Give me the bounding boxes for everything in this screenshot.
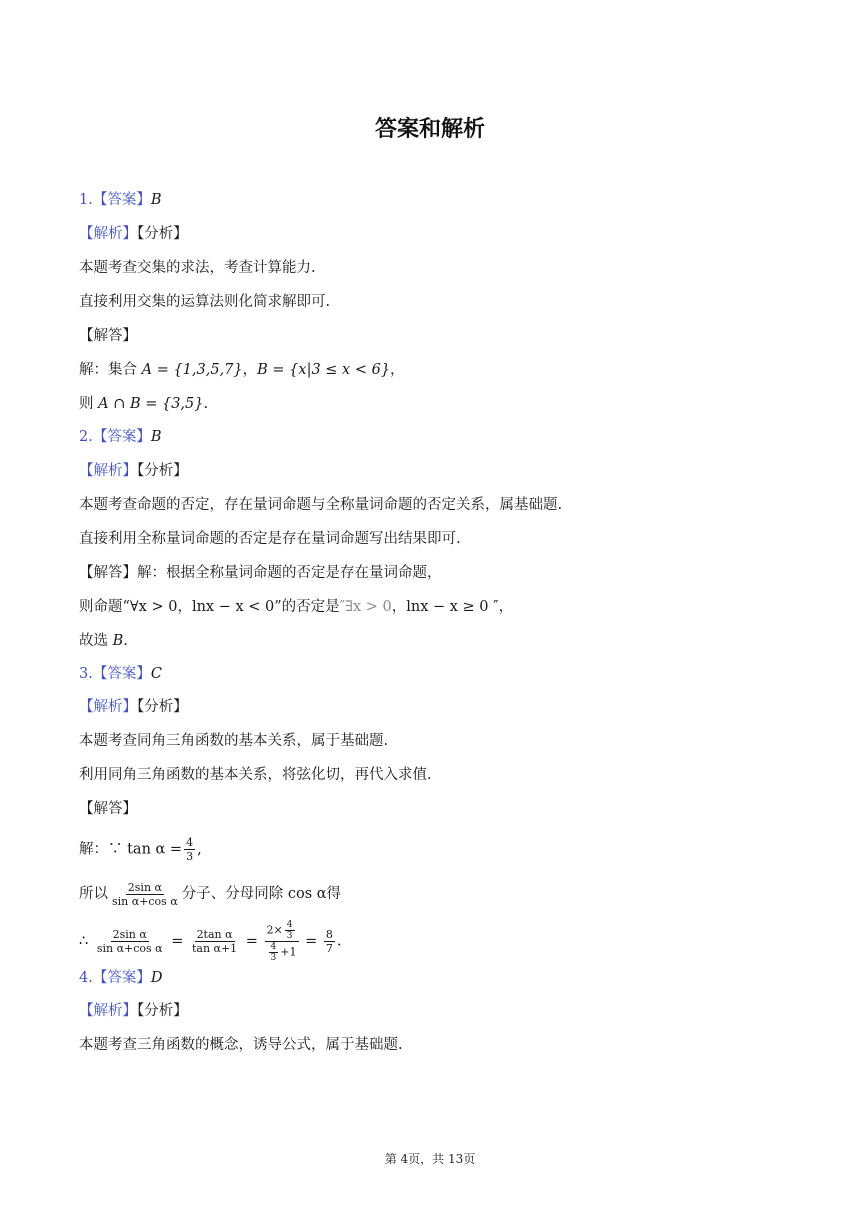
- q3-so-prefix: 所以: [79, 886, 108, 902]
- q2-answer-head: 2.【答案】: [79, 429, 151, 445]
- q1-sol-prefix: 解：集合: [79, 362, 137, 378]
- q2-choose: [79, 631, 128, 651]
- q4-tag-fenxi: 【分析】: [137, 1003, 188, 1019]
- q3-tag-fenxi: 【分析】: [137, 699, 188, 715]
- q2-tag-jiexi: 【解析】: [79, 463, 137, 479]
- q3-f1-num: 2sin α: [112, 928, 147, 941]
- q3-tag-jiexi: 【解析】: [79, 699, 137, 715]
- q3-f3-num-a: 2×: [266, 923, 283, 937]
- q2-neg-end: ，: [498, 599, 514, 615]
- q4-answer-value: D: [150, 970, 163, 986]
- q1-tag-jiexi: 【解析】: [79, 226, 137, 242]
- q3-eq-3: =: [305, 933, 318, 950]
- q3-so-line: [79, 880, 341, 908]
- q4-answer-head: 4.【答案】: [79, 970, 151, 986]
- q3-f1: [95, 928, 165, 955]
- q2-neg-expr2: ，lnx − x ≥ 0 ″: [391, 599, 499, 615]
- page-footer: 第 4页，共 13页: [384, 1152, 476, 1166]
- q4-analysis-1: 本题考查三角函数的概念，诱导公式，属于基础题.: [79, 1037, 403, 1053]
- q3-sol-prefix: 解：∵ tan α =: [79, 841, 183, 858]
- q4-tag-jiexi: 【解析】: [79, 1003, 137, 1019]
- q1-tags: [79, 224, 188, 244]
- q1-tag-fenxi: 【分析】: [137, 226, 188, 242]
- q2-neg-grey: ″∃x > 0: [339, 599, 392, 615]
- q3-f3-den-fd: 3: [270, 953, 277, 963]
- q3-tan-den: 3: [186, 850, 194, 863]
- q3-f3: [265, 920, 299, 963]
- q3-analysis-1: 本题考查同角三角函数的基本关系，属于基础题.: [79, 733, 389, 749]
- q3-f3-den-b: +1: [280, 945, 297, 959]
- q1-answer-head: 1.【答案】: [79, 192, 151, 208]
- q3-f3-num: [265, 920, 299, 942]
- q1-res-prefix: 则: [79, 396, 94, 412]
- q2-choose-value: B.: [112, 633, 128, 649]
- q3-period: .: [336, 933, 342, 950]
- q3-so-text: 分子、分母同除 cos α得: [181, 886, 342, 902]
- q3-f3-num-fd: 3: [286, 931, 293, 941]
- q2-answer-line: [79, 427, 162, 447]
- q3-f3-num-fn: 4: [286, 920, 293, 930]
- q2-choose-prefix: 故选: [79, 633, 108, 649]
- q3-sol-end: ,: [197, 841, 202, 858]
- q3-f3-den: [265, 942, 299, 963]
- q3-answer-head: 3.【答案】: [79, 666, 151, 682]
- q3-f1-den: sin α+cos α: [96, 942, 163, 955]
- q3-f2-den: tan α+1: [191, 942, 238, 955]
- q1-analysis-1: 本题考查交集的求法，考查计算能力.: [79, 260, 316, 276]
- q2-tags: [79, 461, 188, 481]
- q2-jieda-line: 【解答】解：根据全称量词命题的否定是存在量词命题，: [79, 565, 442, 581]
- q3-so-den: sin α+cos α: [112, 894, 178, 908]
- q3-f3-num-frac: [285, 920, 295, 941]
- q3-f4-den: 7: [325, 942, 333, 955]
- q2-negation: [79, 597, 513, 617]
- q3-solution: [79, 836, 202, 863]
- page-title: 答案和解析: [374, 117, 485, 142]
- q3-f4-num: 8: [325, 928, 333, 941]
- q1-sol-comma: ，: [242, 362, 258, 378]
- q1-solution: [79, 360, 405, 380]
- q1-sol-end: ，: [390, 362, 405, 378]
- q3-tags: [79, 697, 188, 717]
- q3-f2: [190, 928, 239, 955]
- q3-f2-num: 2tan α: [196, 928, 233, 941]
- q4-tags: [79, 1001, 188, 1021]
- q2-neg-expr1: ∀x > 0，lnx − x < 0: [129, 599, 275, 615]
- q3-so-num: 2sin α: [127, 880, 162, 894]
- q3-answer-value: C: [150, 666, 162, 682]
- q2-analysis-2: 直接利用全称量词命题的否定是存在量词命题写出结果即可.: [79, 531, 461, 547]
- q1-res-expr: A ∩ B = {3,5}.: [98, 396, 209, 412]
- q1-analysis-2: 直接利用交集的运算法则化简求解即可.: [79, 294, 331, 310]
- q1-answer-value: B: [150, 192, 162, 208]
- q3-eq-1: =: [171, 933, 184, 950]
- q2-tag-fenxi: 【分析】: [137, 463, 188, 479]
- q3-therefore: ∴: [79, 933, 89, 950]
- q3-f4: [324, 928, 335, 955]
- q1-tag-jieda: 【解答】: [79, 328, 137, 344]
- q3-analysis-2: 利用同角三角函数的基本关系，将弦化切，再代入求值.: [79, 767, 432, 783]
- q3-tan-num: 4: [186, 836, 194, 849]
- q1-result: [79, 394, 208, 414]
- q2-neg-prefix: 则命题“: [79, 599, 130, 615]
- q3-tag-jieda: 【解答】: [79, 801, 137, 817]
- q3-so-fraction: [110, 881, 180, 908]
- q4-answer-line: [79, 968, 162, 988]
- q1-answer-line: [79, 190, 162, 210]
- q3-answer-line: [79, 664, 162, 684]
- q3-f3-den-frac: [269, 942, 279, 963]
- q3-tan-fraction: [184, 836, 195, 863]
- q1-set-a: A = {1,3,5,7}: [141, 362, 243, 378]
- q3-eq-2: =: [245, 933, 258, 950]
- q2-analysis-1: 本题考查命题的否定，存在量词命题与全称量词命题的否定关系，属基础题.: [79, 497, 563, 513]
- q1-set-b: B = {x|3 ≤ x < 6}: [257, 362, 391, 378]
- q2-neg-mid: ”的否定是: [274, 599, 340, 615]
- q3-equation: [79, 920, 341, 963]
- q3-f3-den-fn: 4: [270, 942, 277, 952]
- q2-answer-value: B: [150, 429, 162, 445]
